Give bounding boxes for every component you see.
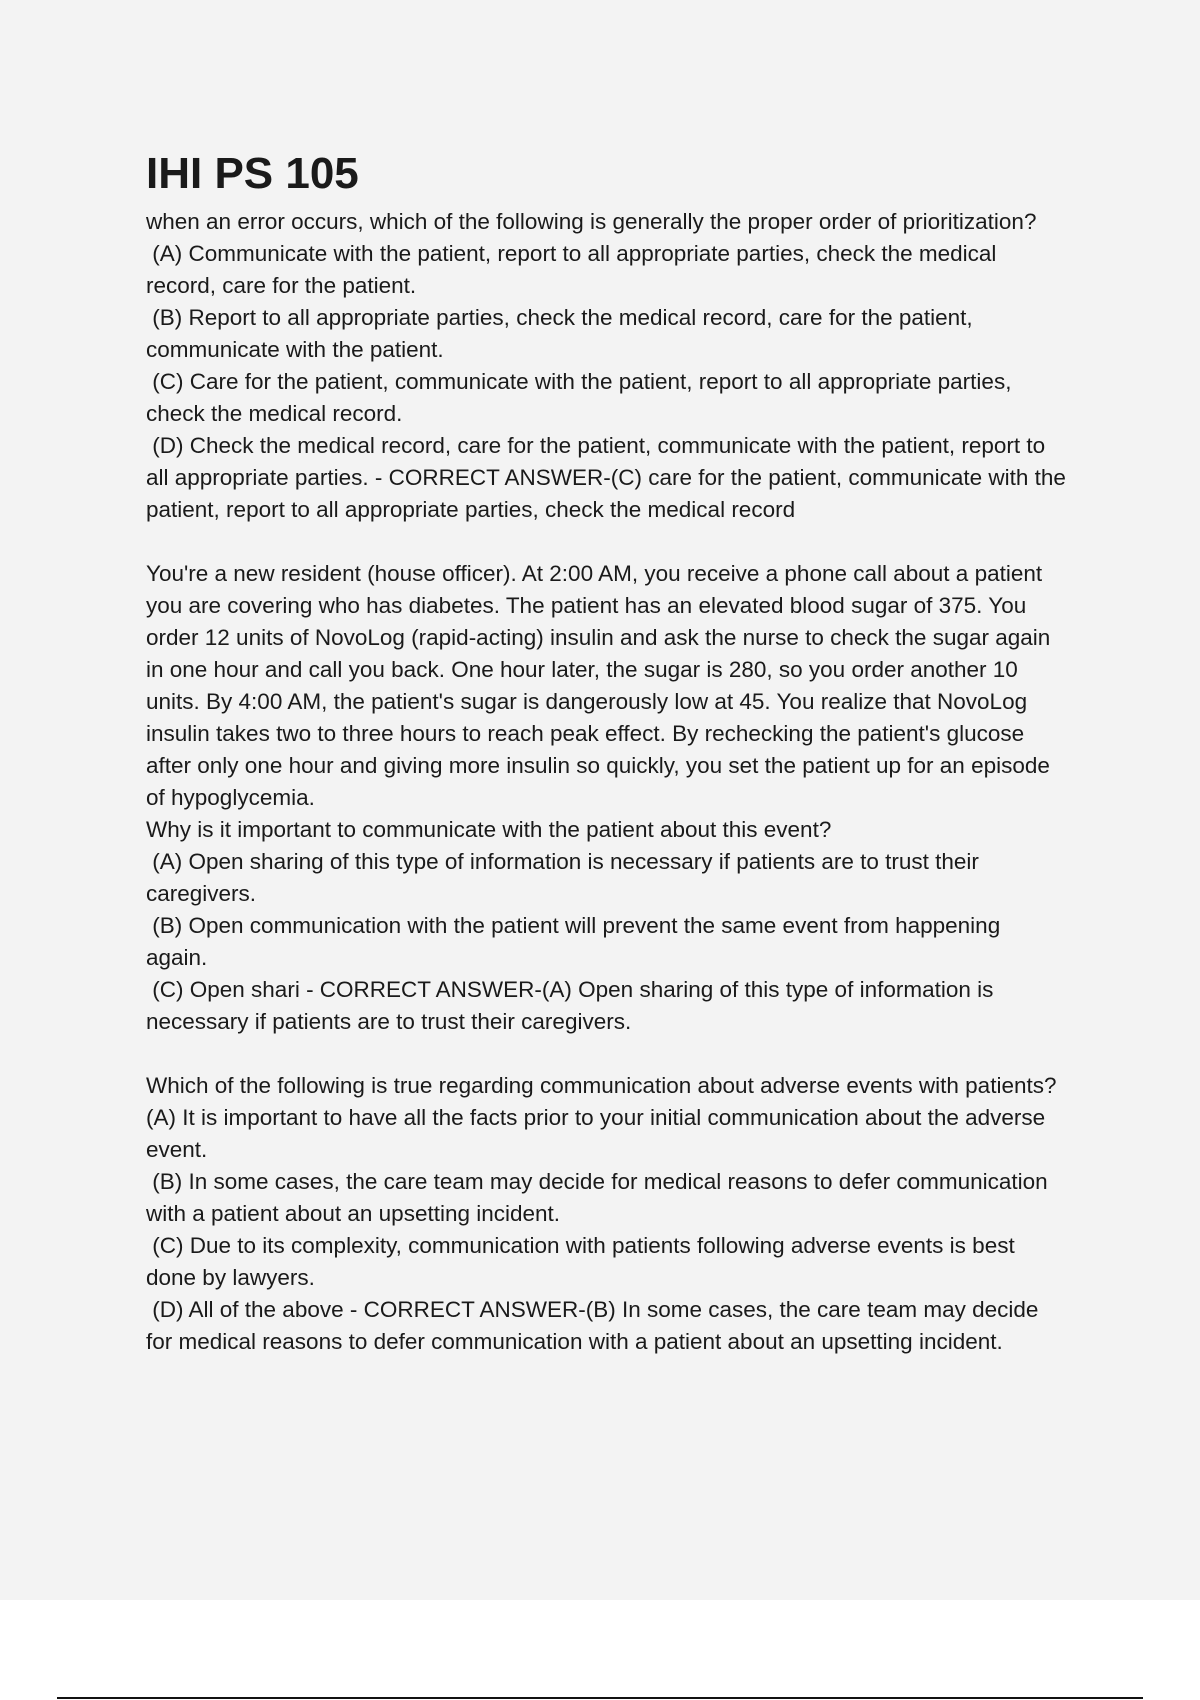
question-text: Which of the following is true regarding communication about adverse events with patients?	[146, 1073, 1057, 1098]
scenario-text: You're a new resident (house officer). At 2:00 AM, you receive a phone call about a patient you are covering who has diabetes. The patient has an elevated blood sugar of 375. You order 12 units of NovoLog (rapid-acting) insulin and ask the nurse to check the sugar again in one hour and call you back. One hour later, the sugar is 280, so you order another 10 units. By 4:00 AM, the patient's sugar is dangerously low at 45. You realize that NovoLog insulin takes two to three hours to reach peak effect. By rechecking the patient's glucose after only one hour and giving more insulin so quickly, you set the patient up for an episode of hypoglycemia.	[146, 561, 1057, 810]
answer-option-c: (C) Due to its complexity, communication with patients following adverse events is best done by lawyers.	[146, 1233, 1021, 1290]
answer-option-c: (C) Care for the patient, communicate with the patient, report to all appropriate parties, check the medical record.	[146, 369, 1018, 426]
answer-option-c-with-correct-answer: (C) Open shari - CORRECT ANSWER-(A) Open sharing of this type of information is necessary if patients are to trust their caregivers.	[146, 977, 1000, 1034]
footer-divider	[57, 1697, 1143, 1699]
question-block-2	[146, 558, 1066, 1038]
question-block-3	[146, 1070, 1066, 1358]
answer-option-b: (B) Report to all appropriate parties, check the medical record, care for the patient, communicate with the patient.	[146, 305, 979, 362]
answer-option-a: (A) Communicate with the patient, report to all appropriate parties, check the medical record, care for the patient.	[146, 241, 1003, 298]
question-text: Why is it important to communicate with the patient about this event?	[146, 817, 832, 842]
document-content	[146, 148, 1073, 1390]
question-block-1	[146, 206, 1073, 526]
answer-option-a: (A) Open sharing of this type of information is necessary if patients are to trust their caregivers.	[146, 849, 986, 906]
question-text: when an error occurs, which of the following is generally the proper order of prioritization?	[146, 209, 1037, 234]
answer-option-d-with-correct-answer: (D) Check the medical record, care for the patient, communicate with the patient, report to all appropriate parties. - CORRECT ANSWER-(C) care for the patient, communicate with the patient, report to all appropriate parties, check the medical record	[146, 433, 1073, 522]
answer-option-b: (B) Open communication with the patient will prevent the same event from happening again.	[146, 913, 1007, 970]
answer-option-b: (B) In some cases, the care team may decide for medical reasons to defer communication with a patient about an upsetting incident.	[146, 1169, 1054, 1226]
answer-option-a: (A) It is important to have all the facts prior to your initial communication about the adverse event.	[146, 1105, 1052, 1162]
answer-option-d-with-correct-answer: (D) All of the above - CORRECT ANSWER-(B) In some cases, the care team may decide for medical reasons to defer communication with a patient about an upsetting incident.	[146, 1297, 1045, 1354]
document-title: IHI PS 105	[146, 149, 359, 198]
